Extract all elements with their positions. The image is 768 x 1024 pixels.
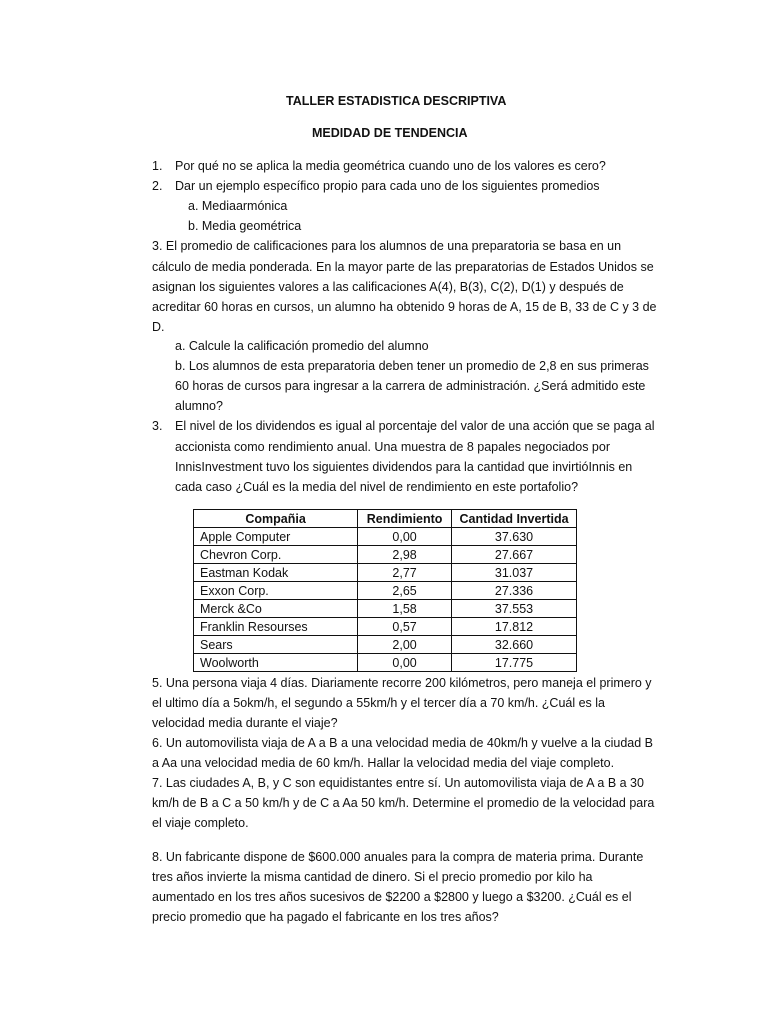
question-line: 5. Una persona viaja 4 días. Diariamente recorre 200 kilómetros, pero maneja el primero y	[152, 676, 652, 690]
question-line: D.	[152, 320, 165, 334]
question-line: 7. Las ciudades A, B, y C son equidistantes entre sí. Un automovilista viaja de A a B a 30	[152, 776, 644, 790]
cell-yield: 2,00	[358, 636, 452, 654]
question-line: acreditar 60 horas en cursos, un alumno ha obtenido 9 horas de A, 15 de B, 33 de C y 3 de	[152, 300, 657, 314]
sub-item-a: a. Mediaarmónica	[188, 199, 288, 213]
question-number: 3.	[152, 419, 163, 433]
cell-company: Eastman Kodak	[194, 564, 358, 582]
cell-amount: 27.336	[452, 582, 577, 600]
question-line: km/h de B a C a 50 km/h y de C a Aa 50 km/h. Determine el promedio de la velocidad para	[152, 796, 655, 810]
column-header-amount: Cantidad Invertida	[452, 510, 577, 528]
question-line: tres años invierte la misma cantidad de dinero. Si el precio promedio por kilo ha	[152, 870, 593, 884]
cell-amount: 17.775	[452, 654, 577, 672]
question-line: velocidad media durante el viaje?	[152, 716, 338, 730]
cell-company: Exxon Corp.	[194, 582, 358, 600]
sub-item-b-line: b. Los alumnos de esta preparatoria deben tener un promedio de 2,8 en sus primeras	[175, 359, 649, 373]
sub-item-b: b. Media geométrica	[188, 219, 302, 233]
sub-item-b-line: 60 horas de cursos para ingresar a la carrera de administración. ¿Será admitido este	[175, 379, 646, 393]
question-line: a Aa una velocidad media de 60 km/h. Hallar la velocidad media del viaje completo.	[152, 756, 615, 770]
table-row	[194, 546, 577, 564]
table-row	[194, 618, 577, 636]
cell-amount: 32.660	[452, 636, 577, 654]
question-line: accionista como rendimiento anual. Una muestra de 8 papales negociados por	[175, 440, 610, 454]
question-line: el viaje completo.	[152, 816, 249, 830]
document-title: TALLER ESTADISTICA DESCRIPTIVA	[286, 94, 507, 108]
question-line: el ultimo día a 5okm/h, el segundo a 55km/h y el tercer día a 70 km/h. ¿Cuál es la	[152, 696, 606, 710]
question-number: 2.	[152, 179, 163, 193]
cell-yield: 2,98	[358, 546, 452, 564]
cell-yield: 2,65	[358, 582, 452, 600]
cell-amount: 37.553	[452, 600, 577, 618]
cell-amount: 31.037	[452, 564, 577, 582]
dividends-table	[193, 509, 577, 672]
cell-company: Merck &Co	[194, 600, 358, 618]
cell-yield: 1,58	[358, 600, 452, 618]
question-line: cada caso ¿Cuál es la media del nivel de rendimiento en este portafolio?	[175, 480, 579, 494]
question-line: 8. Un fabricante dispone de $600.000 anuales para la compra de materia prima. Durante	[152, 850, 644, 864]
document-subtitle: MEDIDAD DE TENDENCIA	[312, 126, 468, 140]
cell-amount: 37.630	[452, 528, 577, 546]
question-line: cálculo de media ponderada. En la mayor parte de las preparatorias de Estados Unidos se	[152, 260, 654, 274]
cell-company: Franklin Resourses	[194, 618, 358, 636]
question-line: 3. El promedio de calificaciones para los alumnos de una preparatoria se basa en un	[152, 239, 622, 253]
question-line: El nivel de los dividendos es igual al porcentaje del valor de una acción que se paga al	[175, 419, 655, 433]
column-header-yield: Rendimiento	[358, 510, 452, 528]
question-line: precio promedio que ha pagado el fabricante en los tres años?	[152, 910, 499, 924]
question-line: aumentado en los tres años sucesivos de $2200 a $2800 y luego a $3200. ¿Cuál es el	[152, 890, 632, 904]
table-row	[194, 582, 577, 600]
question-line: 6. Un automovilista viaja de A a B a una velocidad media de 40km/h y vuelve a la ciudad B	[152, 736, 653, 750]
table-row	[194, 600, 577, 618]
cell-company: Woolworth	[194, 654, 358, 672]
table-row	[194, 564, 577, 582]
cell-company: Sears	[194, 636, 358, 654]
question-line: InnisInvestment tuvo los siguientes dividendos para la cantidad que invirtióInnis en	[175, 460, 633, 474]
question-number: 1.	[152, 159, 163, 173]
table-row	[194, 636, 577, 654]
question-line: asignan los siguientes valores a las calificaciones A(4), B(3), C(2), D(1) y después de	[152, 280, 624, 294]
cell-amount: 27.667	[452, 546, 577, 564]
table-row	[194, 654, 577, 672]
sub-item-b-line: alumno?	[175, 399, 223, 413]
cell-yield: 2,77	[358, 564, 452, 582]
cell-yield: 0,00	[358, 654, 452, 672]
table-header-row	[194, 510, 577, 528]
column-header-company: Compañia	[194, 510, 358, 528]
cell-company: Apple Computer	[194, 528, 358, 546]
cell-yield: 0,00	[358, 528, 452, 546]
table-row	[194, 528, 577, 546]
sub-item-a: a. Calcule la calificación promedio del alumno	[175, 339, 429, 353]
cell-yield: 0,57	[358, 618, 452, 636]
question-text: Dar un ejemplo específico propio para cada uno de los siguientes promedios	[175, 179, 600, 193]
cell-amount: 17.812	[452, 618, 577, 636]
question-text: Por qué no se aplica la media geométrica cuando uno de los valores es cero?	[175, 159, 606, 173]
cell-company: Chevron Corp.	[194, 546, 358, 564]
